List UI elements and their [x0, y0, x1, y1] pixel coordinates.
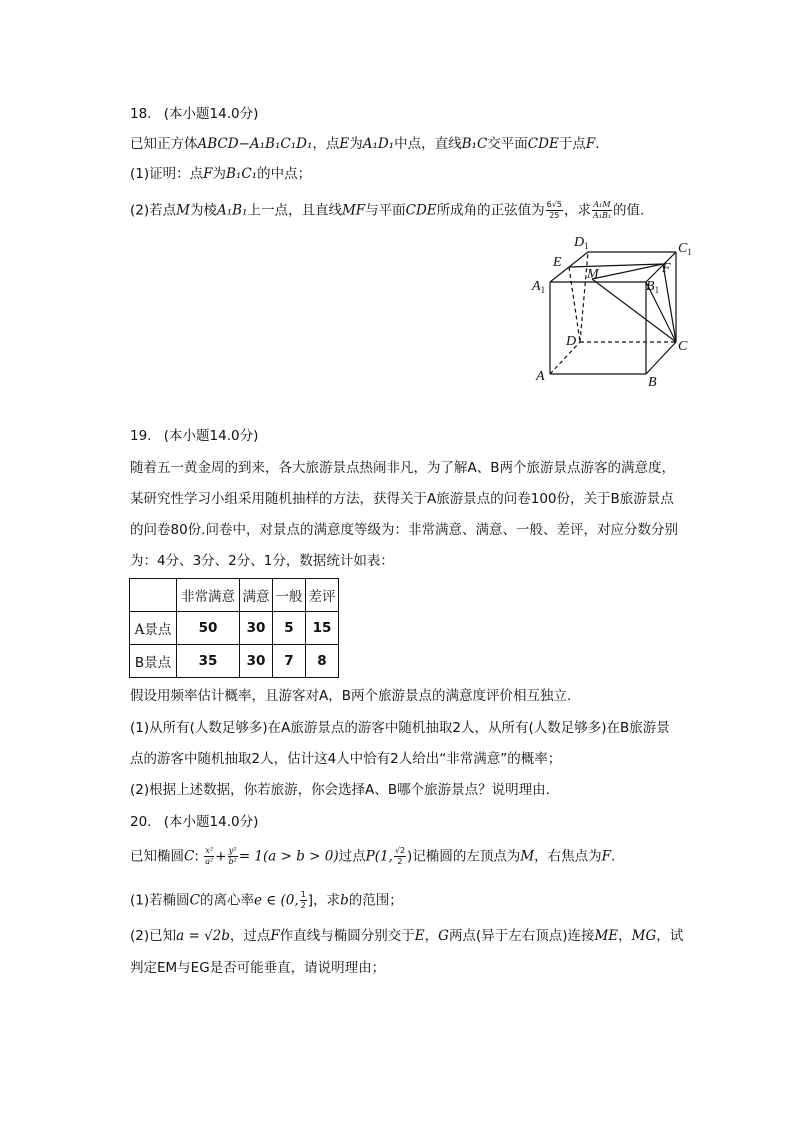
q18-p1-b1c1: B₁C₁ — [226, 166, 258, 182]
q18-part1 — [130, 164, 311, 184]
fraction-numerator: A₁M — [593, 200, 611, 209]
label-c1: $C_1$ — [678, 241, 692, 257]
table-cell: 8 — [306, 645, 339, 678]
q20-number: 20. — [130, 814, 152, 830]
fraction-denominator: A₁B₁ — [592, 211, 612, 220]
q20-text: ，右焦点为 — [534, 848, 602, 865]
q20-condition: = 1(a > b > 0) — [238, 848, 339, 865]
edge-bc — [646, 342, 676, 374]
q20-stem — [130, 846, 615, 867]
q20-p2-text: ，试 — [656, 928, 684, 944]
q18-header — [130, 104, 258, 124]
q18-ratio-fraction — [592, 200, 612, 221]
q20-p2-text: ， — [618, 928, 632, 944]
q18-stem-text: 已知正方体 — [130, 136, 198, 152]
q18-cube: ABCD−A₁B₁C₁D₁ — [197, 136, 313, 152]
q20-text: . — [611, 848, 616, 865]
ellipse-x-fraction — [204, 846, 214, 867]
fraction-numerator: 1 — [300, 890, 306, 899]
q18-p1-text: (1)证明：点 — [130, 166, 204, 182]
q20-p1-e: e ∈ (0, — [253, 892, 299, 909]
q20-text: : — [194, 848, 199, 865]
label-e: E — [553, 255, 562, 270]
table-cell: 15 — [306, 612, 339, 645]
q20-part2-line2: 判定EM与EG是否可能垂直，请说明理由； — [130, 960, 386, 976]
q20-p1-text: (1)若椭圆 — [130, 892, 190, 909]
q20-m: M — [520, 848, 535, 865]
q20-p2-eq: a = √2b — [176, 928, 230, 944]
q20-p1-b: b — [340, 892, 349, 909]
label-b1: $B_1$ — [646, 279, 660, 295]
table-cell: 30 — [240, 612, 273, 645]
q20-p2-g: G — [438, 928, 449, 944]
point-p-fraction — [394, 846, 406, 867]
segment-mc — [592, 279, 676, 342]
q18-p1-text: 的中点； — [257, 166, 312, 182]
q20-p1-text: 的范围； — [348, 892, 403, 909]
fraction-denominator: 2 — [300, 901, 306, 910]
q20-p2-text: (2)已知 — [130, 928, 177, 944]
q18-stem — [130, 134, 599, 154]
segment-ed-hidden — [569, 267, 580, 342]
q19-part1-line1: (1)从所有(人数足够多)在A旅游景点的游客中随机抽取2人，从所有(人数足够多)在B旅游景 — [130, 720, 670, 736]
q18-p2-text: 上一点，且直线 — [247, 202, 342, 219]
q20-p1-text: ] — [307, 892, 314, 909]
q18-b1c: B₁C — [461, 136, 488, 152]
q18-p2-text: 所成角的正弦值为 — [436, 202, 545, 219]
q20-p2-text: 两点(异于左右顶点)连接 — [448, 928, 595, 944]
fraction-denominator: 2 — [397, 857, 403, 866]
edge-dd1-hidden — [580, 252, 588, 342]
label-m: M — [587, 267, 599, 282]
fraction-numerator: x² — [205, 846, 214, 855]
fraction-numerator: √2 — [394, 846, 406, 855]
q18-p2-a1b1: A₁B₁ — [216, 202, 248, 219]
table-header-cell — [130, 579, 177, 612]
q19-header — [130, 426, 258, 446]
q20-c: C — [184, 848, 195, 865]
label-d: D — [566, 334, 577, 349]
label-c: C — [678, 339, 688, 354]
eccentricity-fraction — [300, 890, 307, 911]
q20-p1-text: 的离心率 — [199, 892, 254, 909]
q20-point-p: P(1, — [365, 848, 393, 865]
cube-figure — [528, 232, 708, 392]
q20-text: 已知椭圆 — [130, 848, 184, 865]
q18-stem-text: 交平面 — [487, 136, 528, 152]
q18-point-f: F — [585, 136, 596, 152]
q18-p2-mf: MF — [341, 202, 366, 219]
q18-p2-text: 的值. — [613, 202, 645, 219]
q20-p1-text: ，求 — [313, 892, 341, 909]
q18-p2-text: 与平面 — [365, 202, 406, 219]
q18-stem-text: 中点，直线 — [394, 136, 462, 152]
fraction-numerator: 6√5 — [546, 200, 562, 209]
table-header-cell: 满意 — [240, 579, 273, 612]
q20-part2 — [130, 926, 683, 946]
q20-text: 记椭圆的左顶点为 — [412, 848, 521, 865]
q20-p2-text: 作直线与椭圆分别交于 — [279, 928, 415, 944]
q20-p2-mg: MG — [631, 928, 657, 944]
table-cell: 35 — [177, 645, 240, 678]
q20-p1-c: C — [189, 892, 200, 909]
label-b: B — [648, 375, 657, 390]
fraction-denominator: 25 — [549, 211, 560, 220]
q19-stem-line1: 随着五一黄金周的到来，各大旅游景点热闹非凡，为了解A、B两个旅游景点游客的满意度， — [130, 460, 675, 476]
q18-stem-text: 为 — [349, 136, 363, 152]
q20-header — [130, 812, 258, 832]
q18-cde: CDE — [527, 136, 559, 152]
q19-stem-line3: 的问卷80份.问卷中，对景点的满意度等级为：非常满意、满意、一般、差评，对应分数分别 — [130, 522, 678, 538]
q19-stem-line4: 为：4分、3分、2分、1分，数据统计如表： — [130, 553, 394, 569]
table-header-row — [130, 579, 339, 612]
label-a: A — [536, 369, 545, 384]
q18-p2-m: M — [176, 202, 190, 219]
q19-score: (本小题14.0分) — [163, 428, 259, 444]
q19-assumption: 假设用频率估计概率，且游客对A，B两个旅游景点的满意度评价相互独立. — [130, 688, 572, 704]
q19-number: 19. — [130, 428, 152, 444]
table-cell: 5 — [273, 612, 306, 645]
fraction-numerator: y² — [228, 846, 237, 855]
table-cell: 7 — [273, 645, 306, 678]
table-row — [130, 645, 339, 678]
q20-score: (本小题14.0分) — [163, 814, 259, 830]
ellipse-y-fraction — [228, 846, 238, 867]
q18-sine-fraction — [546, 200, 563, 221]
q20-part1 — [130, 890, 403, 911]
q20-text: 过点 — [338, 848, 366, 865]
q18-p1-f: F — [203, 166, 213, 182]
q18-p2-cde: CDE — [405, 202, 437, 219]
q20-p2-f: F — [270, 928, 280, 944]
fraction-denominator: b² — [228, 857, 237, 866]
q19-part1-line2: 点的游客中随机抽取2人，估计这4人中恰有2人给出“非常满意”的概率； — [130, 751, 562, 767]
q20-p2-text: ，过点 — [229, 928, 271, 944]
q20-f: F — [601, 848, 612, 865]
q18-p2-text: ，求 — [563, 202, 591, 219]
q20-p2-me: ME — [594, 928, 619, 944]
q19-stem-line2: 某研究性学习小组采用随机抽样的方法，获得关于A旅游景点的问卷100份，关于B旅游景点 — [130, 491, 674, 507]
q18-number: 18. — [130, 106, 152, 122]
satisfaction-table — [129, 578, 339, 678]
table-row-label: A景点 — [130, 612, 177, 645]
q19-part2: (2)根据上述数据，你若旅游，你会选择A、B哪个旅游景点？说明理由. — [130, 782, 550, 798]
q20-p2-text: ， — [424, 928, 439, 944]
q20-text: + — [215, 848, 227, 865]
q18-point-e: E — [339, 136, 350, 152]
table-row-label: B景点 — [130, 645, 177, 678]
label-f: F — [662, 261, 671, 276]
q18-a1d1: A₁D₁ — [362, 136, 395, 152]
table-header-cell: 差评 — [306, 579, 339, 612]
table-header-cell: 一般 — [273, 579, 306, 612]
table-cell: 50 — [177, 612, 240, 645]
q18-p2-text: 为棱 — [189, 202, 217, 219]
q18-stem-text: 于点 — [558, 136, 586, 152]
q18-score: (本小题14.0分) — [163, 106, 259, 122]
q18-p2-text: (2)若点 — [130, 202, 177, 219]
q18-stem-text: ，点 — [312, 136, 340, 152]
q18-part2 — [130, 200, 644, 221]
table-row — [130, 612, 339, 645]
table-cell: 30 — [240, 645, 273, 678]
q18-p1-text: 为 — [212, 166, 226, 182]
label-a1: $A_1$ — [532, 279, 546, 295]
label-d1: $D_1$ — [574, 235, 589, 251]
q20-text: ) — [407, 848, 413, 865]
q20-p2-e: E — [414, 928, 425, 944]
fraction-denominator: a² — [205, 857, 214, 866]
q18-stem-text: . — [595, 136, 600, 152]
table-header-cell: 非常满意 — [177, 579, 240, 612]
